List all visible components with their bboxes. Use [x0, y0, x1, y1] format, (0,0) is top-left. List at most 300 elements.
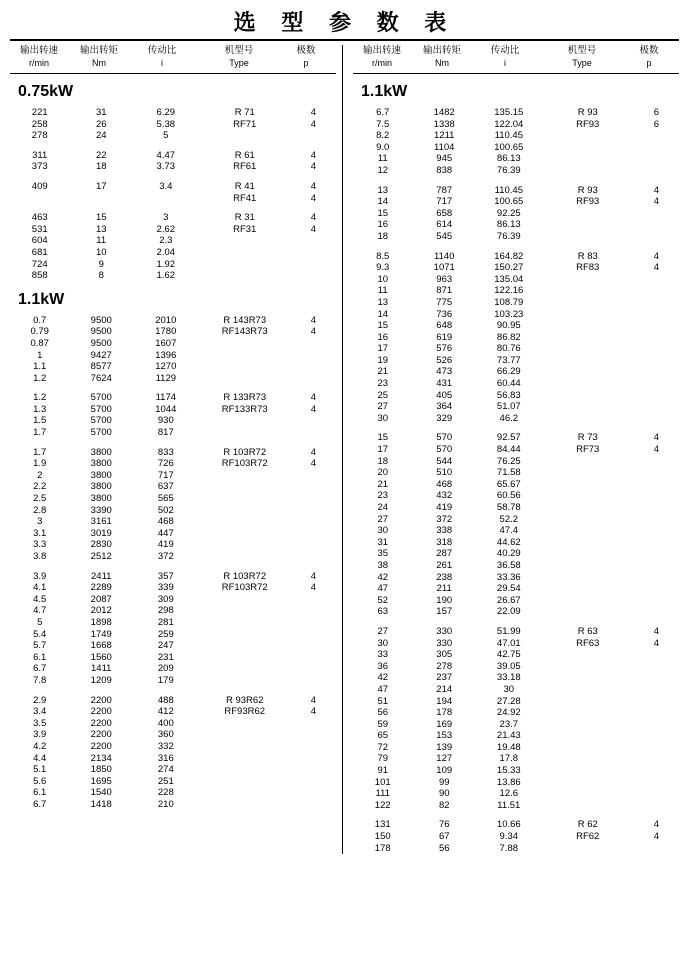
cell-type: [542, 320, 634, 332]
cell-poles: [291, 235, 336, 247]
cell-torque: 2830: [90, 539, 112, 551]
cell-ratio: 76.25: [496, 455, 521, 467]
cell-poles: 6: [653, 107, 660, 118]
cell-speed: 6.7: [33, 663, 47, 675]
cell-ratio: 2.04: [156, 246, 176, 258]
cell-speed: 14: [377, 308, 389, 320]
cell-speed: 5: [37, 616, 43, 628]
cell-torque: 838: [436, 164, 453, 176]
cell-poles: [291, 259, 336, 271]
table-row: [10, 427, 336, 439]
cell-type: [199, 259, 291, 271]
cell-type: [542, 707, 634, 719]
cell-speed: 25: [377, 389, 389, 401]
table-row: [353, 479, 679, 491]
cell-type: [542, 583, 634, 595]
cell-poles: 4: [653, 184, 660, 196]
cell-type: [542, 672, 634, 684]
cell-type: [542, 788, 634, 800]
cell-speed: 7.8: [33, 674, 47, 686]
group-spacer-cell: [353, 811, 679, 819]
cell-speed: 278: [31, 130, 48, 142]
cell-type: RF133R73: [221, 403, 268, 415]
cell-poles: [634, 800, 679, 812]
cell-poles: [634, 719, 679, 731]
cell-ratio: 47.01: [496, 637, 521, 649]
cell-torque: 287: [436, 548, 453, 560]
cell-type: R 41: [234, 180, 255, 192]
table-row: [10, 130, 336, 142]
table-row: [10, 629, 336, 641]
cell-torque: 1850: [90, 764, 112, 776]
cell-type: [542, 777, 634, 789]
cell-ratio: 122.04: [494, 118, 524, 130]
cell-poles: [634, 707, 679, 719]
cell-speed: 2.2: [33, 481, 47, 493]
table-row: [353, 390, 679, 402]
cell-poles: [634, 514, 679, 526]
cell-torque: 157: [436, 606, 453, 618]
table-row: [353, 583, 679, 595]
cell-torque: 9427: [90, 349, 112, 361]
cell-poles: [291, 130, 336, 142]
cell-type: R 103R72: [223, 570, 267, 582]
cell-speed: 19: [377, 354, 389, 366]
table-row: [353, 251, 679, 263]
table-row: [353, 696, 679, 708]
cell-ratio: 66.29: [496, 366, 521, 378]
cell-poles: [291, 617, 336, 629]
cell-speed: 3.9: [33, 570, 47, 582]
cell-ratio: 19.48: [496, 741, 521, 753]
cell-speed: 21: [377, 478, 389, 490]
cell-speed: 30: [377, 412, 389, 424]
cell-speed: 5.1: [33, 764, 47, 776]
cell-type: [199, 729, 291, 741]
cell-poles: [291, 270, 336, 282]
cell-speed: 31: [377, 536, 389, 548]
cell-speed: 531: [31, 223, 48, 235]
cell-type: [542, 285, 634, 297]
cell-type: [199, 415, 291, 427]
cell-torque: 1140: [434, 250, 455, 262]
table-row: [10, 181, 336, 193]
cell-speed: 11: [377, 285, 388, 297]
group-spacer-cell: [10, 173, 336, 181]
cell-ratio: 46.2: [499, 412, 519, 424]
cell-type: [199, 130, 291, 142]
cell-torque: 2087: [90, 593, 112, 605]
cell-ratio: 51.99: [496, 625, 521, 637]
table-row: [10, 582, 336, 594]
cell-torque: 5700: [90, 403, 112, 415]
cell-poles: [634, 130, 679, 142]
table-row: [353, 777, 679, 789]
cell-poles: [291, 539, 336, 551]
cell-ratio: 447: [157, 527, 174, 539]
cell-torque: 24: [95, 130, 107, 142]
cell-type: R 143R73: [223, 314, 267, 326]
cell-torque: 736: [436, 308, 453, 320]
table-row: [353, 297, 679, 309]
table-row: [10, 119, 336, 131]
cell-ratio: 56.83: [496, 389, 521, 401]
cell-ratio: 372: [157, 551, 174, 562]
table-row: [353, 320, 679, 332]
cell-poles: 4: [310, 326, 317, 338]
cell-torque: 90: [438, 788, 450, 800]
cell-ratio: 247: [157, 640, 174, 652]
cell-torque: 330: [436, 637, 453, 649]
cell-speed: 1.1: [33, 361, 47, 373]
cell-poles: [291, 776, 336, 788]
cell-ratio: 309: [157, 593, 174, 605]
cell-speed: 6.7: [376, 107, 390, 118]
cell-poles: [291, 505, 336, 517]
cell-speed: 52: [377, 594, 389, 606]
cell-type: [199, 605, 291, 617]
cell-torque: 1209: [90, 674, 112, 686]
cell-speed: 258: [31, 118, 48, 130]
cell-speed: 1.7: [33, 446, 47, 458]
cell-speed: 7.5: [376, 118, 390, 130]
left-column: [10, 45, 340, 854]
cell-speed: 5.7: [33, 640, 47, 652]
table-row: [10, 799, 336, 811]
cell-ratio: 316: [157, 752, 174, 764]
cell-torque: 717: [436, 196, 453, 208]
cell-type: [542, 765, 634, 777]
cell-ratio: 51.07: [496, 401, 521, 413]
header-poles: 极数 p: [639, 45, 659, 68]
cell-poles: [634, 332, 679, 344]
cell-ratio: 637: [157, 481, 174, 493]
cell-poles: [634, 320, 679, 332]
cell-type: [199, 235, 291, 247]
cell-ratio: 110.45: [494, 184, 523, 196]
table-row: [10, 729, 336, 741]
cell-poles: 4: [653, 831, 660, 843]
cell-type: [199, 481, 291, 493]
table-row: [10, 373, 336, 385]
cell-type: R 61: [234, 149, 255, 161]
cell-speed: 4.2: [33, 740, 47, 752]
cell-speed: 409: [31, 180, 48, 192]
cell-speed: 36: [377, 660, 389, 672]
table-row: [353, 285, 679, 297]
cell-torque: 2512: [90, 551, 112, 562]
table-row: [353, 819, 679, 831]
cell-ratio: 468: [157, 516, 174, 528]
cell-speed: 681: [31, 246, 48, 258]
header-poles: 极数 p: [296, 45, 316, 68]
cell-poles: [634, 467, 679, 479]
cell-speed: 2: [37, 469, 43, 481]
cell-speed: 5.6: [33, 775, 47, 787]
cell-type: RF83: [576, 262, 600, 274]
cell-poles: [634, 309, 679, 321]
cell-speed: 63: [377, 606, 389, 618]
table-row: [10, 392, 336, 404]
cell-speed: 4.4: [33, 752, 47, 764]
table-row: [10, 361, 336, 373]
cell-speed: 221: [31, 107, 48, 118]
cell-poles: [291, 247, 336, 259]
table-row: [353, 525, 679, 537]
cell-poles: [634, 355, 679, 367]
cell-torque: 9500: [90, 314, 112, 326]
cell-speed: 3.8: [33, 551, 47, 562]
cell-torque: 237: [436, 672, 453, 684]
cell-speed: 16: [377, 219, 389, 231]
cell-poles: 4: [653, 432, 660, 444]
cell-speed: 42: [377, 571, 389, 583]
header-divider-left: [10, 73, 336, 74]
cell-torque: 419: [436, 502, 453, 513]
cell-type: [199, 776, 291, 788]
cell-speed: 122: [374, 799, 391, 811]
table-row: [353, 165, 679, 177]
table-row: [353, 107, 679, 119]
cell-poles: [634, 661, 679, 673]
cell-speed: 38: [377, 559, 389, 571]
cell-type: [542, 719, 634, 731]
header-ratio: 传动比 i: [490, 45, 520, 68]
group-spacer: [10, 439, 336, 447]
cell-poles: [634, 684, 679, 696]
cell-type: [542, 696, 634, 708]
cell-type: [199, 640, 291, 652]
cell-poles: [291, 764, 336, 776]
cell-speed: 16: [377, 331, 389, 343]
group-spacer-cell: [10, 687, 336, 695]
cell-type: [542, 274, 634, 286]
cell-torque: 3800: [90, 493, 112, 505]
cell-ratio: 1607: [155, 337, 177, 349]
cell-torque: 945: [436, 153, 453, 165]
cell-poles: [291, 799, 336, 811]
cell-poles: [634, 274, 679, 286]
cell-ratio: 7.88: [499, 842, 519, 854]
cell-speed: 15: [377, 207, 389, 219]
cell-speed: 14: [377, 196, 389, 208]
cell-torque: 127: [436, 753, 453, 765]
cell-torque: 139: [436, 741, 453, 753]
cell-torque: 329: [436, 412, 453, 424]
header-speed: 输出转速 r/min: [362, 45, 401, 68]
group-spacer-cell: [10, 563, 336, 571]
cell-poles: [291, 373, 336, 385]
cell-poles: [291, 361, 336, 373]
cell-type: RF93: [576, 118, 600, 130]
cell-poles: [291, 528, 336, 540]
cell-speed: 463: [31, 212, 48, 224]
cell-poles: [634, 378, 679, 390]
cell-speed: 3: [37, 516, 43, 528]
cell-ratio: 33.36: [496, 571, 521, 583]
cell-type: [542, 153, 634, 165]
cell-poles: [634, 649, 679, 661]
cell-speed: 23: [377, 490, 389, 502]
cell-ratio: 419: [157, 539, 174, 551]
right-sections: [353, 83, 679, 854]
cell-torque: 544: [436, 455, 453, 467]
table-row: [353, 742, 679, 754]
table-row: [10, 326, 336, 338]
cell-type: RF73: [576, 444, 600, 456]
cell-speed: 42: [377, 672, 389, 684]
cell-torque: 871: [436, 285, 453, 297]
cell-type: [542, 219, 634, 231]
cell-type: R 73: [577, 432, 598, 444]
table-row: [353, 707, 679, 719]
cell-poles: 4: [653, 625, 660, 637]
cell-torque: 2200: [90, 694, 112, 706]
group-spacer: [353, 177, 679, 185]
cell-speed: 0.87: [30, 337, 49, 349]
cell-poles: 4: [653, 250, 660, 262]
cell-speed: 3.3: [33, 539, 47, 551]
cell-ratio: 27.28: [496, 695, 521, 707]
cell-type: RF31: [233, 223, 257, 235]
cell-type: R 133R73: [223, 392, 267, 404]
cell-torque: 305: [436, 649, 453, 661]
cell-poles: 4: [310, 149, 317, 161]
cell-speed: 178: [374, 842, 391, 854]
cell-torque: 338: [436, 525, 453, 537]
table-row: [10, 493, 336, 505]
cell-poles: [291, 718, 336, 730]
table-row: [353, 456, 679, 468]
cell-poles: [634, 390, 679, 402]
cell-ratio: 6.29: [156, 107, 176, 118]
cell-type: RF93: [576, 196, 600, 208]
group-spacer: [353, 424, 679, 432]
table-row: [353, 753, 679, 765]
cell-speed: 2.5: [33, 493, 47, 505]
table-row: [353, 196, 679, 208]
cell-speed: 1.9: [33, 458, 47, 470]
table-row: [10, 652, 336, 664]
cell-torque: 17: [95, 180, 107, 192]
cell-torque: 238: [436, 571, 453, 583]
cell-torque: 2411: [91, 570, 112, 582]
cell-torque: 1211: [434, 130, 455, 142]
cell-ratio: 726: [157, 458, 174, 470]
cell-ratio: 40.29: [496, 548, 521, 560]
table-row: [10, 107, 336, 119]
cell-poles: [634, 366, 679, 378]
group-spacer: [10, 173, 336, 181]
cell-torque: 1749: [90, 628, 112, 640]
cell-type: [542, 525, 634, 537]
cell-ratio: 1129: [155, 372, 177, 384]
cell-torque: 3800: [90, 481, 112, 493]
cell-ratio: 2.3: [159, 235, 173, 247]
cell-poles: 4: [310, 118, 317, 130]
cell-type: R 93R62: [225, 694, 264, 706]
cell-torque: 3800: [90, 446, 112, 458]
cell-type: [542, 649, 634, 661]
group-spacer-cell: [10, 142, 336, 150]
cell-torque: 15: [95, 212, 107, 224]
cell-speed: 111: [375, 788, 390, 800]
cell-speed: 21: [377, 366, 389, 378]
cell-poles: [634, 490, 679, 502]
group-spacer-cell: [353, 424, 679, 432]
cell-type: [199, 753, 291, 765]
cell-type: [542, 595, 634, 607]
cell-speed: 101: [374, 776, 391, 788]
table-row: [353, 153, 679, 165]
cell-ratio: [133, 193, 199, 205]
title-block: [10, 6, 679, 41]
cell-torque: 3390: [90, 504, 112, 516]
cell-ratio: 52.2: [499, 513, 519, 525]
cell-type: [542, 309, 634, 321]
cell-torque: 1104: [434, 141, 455, 153]
cell-torque: 56: [438, 842, 450, 854]
cell-torque: 576: [436, 343, 453, 355]
cell-torque: 526: [436, 354, 453, 366]
table-row: [10, 212, 336, 224]
cell-speed: 35: [377, 548, 389, 560]
cell-speed: 72: [377, 741, 389, 753]
left-column-headers: [10, 45, 336, 71]
cell-ratio: 339: [157, 582, 174, 594]
table-row: [10, 695, 336, 707]
cell-torque: 9500: [90, 337, 112, 349]
cell-type: [542, 753, 634, 765]
group-spacer: [353, 618, 679, 626]
table-row: [353, 432, 679, 444]
cell-speed: 11: [377, 153, 388, 165]
cell-poles: [291, 415, 336, 427]
cell-torque: 619: [436, 331, 453, 343]
cell-ratio: 930: [157, 415, 174, 427]
cell-ratio: 5.38: [156, 118, 176, 130]
cell-speed: 1.2: [33, 392, 47, 404]
cell-ratio: 833: [157, 446, 174, 458]
cell-speed: 13: [377, 296, 389, 308]
cell-speed: 3.1: [33, 527, 47, 539]
cell-speed: 30: [377, 637, 389, 649]
right-column-headers: [353, 45, 679, 71]
cell-type: R 93: [577, 107, 598, 118]
cell-ratio: 3.4: [159, 180, 173, 192]
cell-ratio: 502: [157, 504, 174, 516]
cell-torque: 67: [438, 831, 450, 843]
cell-type: [542, 401, 634, 413]
cell-type: [199, 493, 291, 505]
table-row: [10, 447, 336, 459]
cell-type: [542, 208, 634, 220]
cell-torque: 1338: [433, 118, 455, 130]
table-row: [10, 571, 336, 583]
cell-speed: 4.7: [33, 605, 47, 617]
table-row: [353, 514, 679, 526]
cell-torque: 9500: [90, 326, 112, 338]
table-row: [353, 719, 679, 731]
cell-type: RF93R62: [224, 706, 266, 718]
cell-torque: 169: [436, 718, 453, 730]
table-row: [353, 130, 679, 142]
cell-torque: 261: [436, 559, 453, 571]
table-row: [10, 516, 336, 528]
cell-type: [199, 787, 291, 799]
cell-poles: [291, 652, 336, 664]
cell-speed: [10, 193, 69, 205]
